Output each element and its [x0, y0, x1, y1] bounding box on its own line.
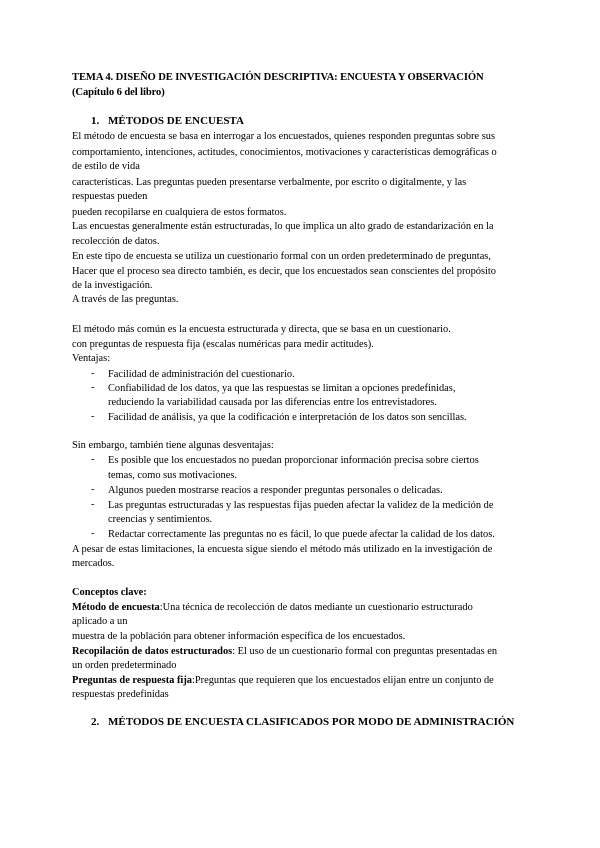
concept-term: Método de encuesta — [72, 602, 160, 613]
text-line: de estilo de vida — [72, 161, 140, 172]
text-line: pueden recopilarse en cualquiera de estos formatos. — [72, 207, 287, 218]
list-item-continuation: creencias y sentimientos. — [108, 514, 213, 525]
list-item: Facilidad de administración del cuestionario. — [108, 369, 295, 380]
list-item-continuation: reduciendo la variabilidad causada por las diferencias entre los entrevistadores. — [108, 397, 437, 408]
doc-title: TEMA 4. DISEÑO DE INVESTIGACIÓN DESCRIPTIVA: ENCUESTA Y OBSERVACIÓN — [72, 72, 484, 83]
list-item: Las preguntas estructuradas y las respuestas fijas pueden afectar la validez de la medición de — [108, 500, 494, 511]
concept-entry — [72, 645, 497, 658]
text-line: aplicado a un — [72, 616, 128, 627]
doc-subtitle: (Capítulo 6 del libro) — [72, 87, 165, 98]
text-line: con preguntas de respuesta fija (escalas numéricas para medir actitudes). — [72, 339, 374, 350]
concepts-heading: Conceptos clave: — [72, 587, 147, 598]
concept-entry — [72, 601, 473, 614]
list-item: Facilidad de análisis, ya que la codificación e interpretación de los datos son sencillas. — [108, 412, 467, 423]
text-line: un orden predeterminado — [72, 660, 177, 671]
concept-term: Recopilación de datos estructurados — [72, 646, 233, 657]
section1-number: 1. — [91, 115, 100, 127]
bullet-dash: - — [91, 499, 95, 510]
concept-definition: :Una técnica de recolección de datos mediante un cuestionario estructurado — [159, 602, 473, 613]
concept-definition: :Preguntas que requieren que los encuestados elijan entre un conjunto de — [191, 675, 494, 686]
list-item: Es posible que los encuestados no puedan proporcionar información precisa sobre ciertos — [108, 455, 479, 466]
concept-term: Preguntas de respuesta fija — [72, 675, 192, 686]
list-item: Redactar correctamente las preguntas no es fácil, lo que puede afectar la calidad de los datos. — [108, 529, 495, 540]
bullet-dash: - — [91, 411, 95, 422]
section2-heading: MÉTODOS DE ENCUESTA CLASIFICADOS POR MODO DE ADMINISTRACIÓN — [108, 716, 515, 728]
text-line: El método más común es la encuesta estructurada y directa, que se basa en un cuestionario. — [72, 324, 451, 335]
list-item: Confiabilidad de los datos, ya que las respuestas se limitan a opciones predefinidas, — [108, 383, 456, 394]
concept-definition: : El uso de un cuestionario formal con preguntas presentadas en — [232, 646, 498, 657]
list-item-continuation: temas, como sus motivaciones. — [108, 470, 237, 481]
bullet-dash: - — [91, 368, 95, 379]
list-item: Algunos pueden mostrarse reacios a responder preguntas personales o delicadas. — [108, 485, 443, 496]
text-line: comportamiento, intenciones, actitudes, conocimientos, motivaciones y características demográficas o — [72, 147, 497, 158]
text-line: El método de encuesta se basa en interrogar a los encuestados, quienes responden preguntas sobre sus — [72, 131, 495, 142]
bullet-dash: - — [91, 484, 95, 495]
bullet-dash: - — [91, 454, 95, 465]
section2-number: 2. — [91, 716, 100, 728]
text-line: A pesar de estas limitaciones, la encuesta sigue siendo el método más utilizado en la investigación de — [72, 544, 493, 555]
text-line: recolección de datos. — [72, 236, 160, 247]
concept-entry — [72, 674, 494, 687]
desventajas-intro: Sin embargo, también tiene algunas desventajas: — [72, 440, 274, 451]
text-line: mercados. — [72, 558, 115, 569]
bullet-dash: - — [91, 528, 95, 539]
text-line: A través de las preguntas. — [72, 294, 179, 305]
text-line: muestra de la población para obtener información específica de los encuestados. — [72, 631, 406, 642]
text-line: Hacer que el proceso sea directo también, es decir, que los encuestados sean conscientes del propósito — [72, 266, 497, 277]
ventajas-label: Ventajas: — [72, 353, 111, 364]
text-line: Las encuestas generalmente están estructuradas, lo que implica un alto grado de estandarización en la — [72, 221, 494, 232]
bullet-dash: - — [91, 382, 95, 393]
text-line: En este tipo de encuesta se utiliza un cuestionario formal con un orden predeterminado de preguntas, — [72, 251, 491, 262]
text-line: respuestas predefinidas — [72, 689, 169, 700]
text-line: de la investigación. — [72, 280, 153, 291]
text-line: respuestas pueden — [72, 191, 148, 202]
text-line: características. Las preguntas pueden presentarse verbalmente, por escrito o digitalmente, y las — [72, 177, 467, 188]
section1-heading: MÉTODOS DE ENCUESTA — [108, 115, 244, 127]
